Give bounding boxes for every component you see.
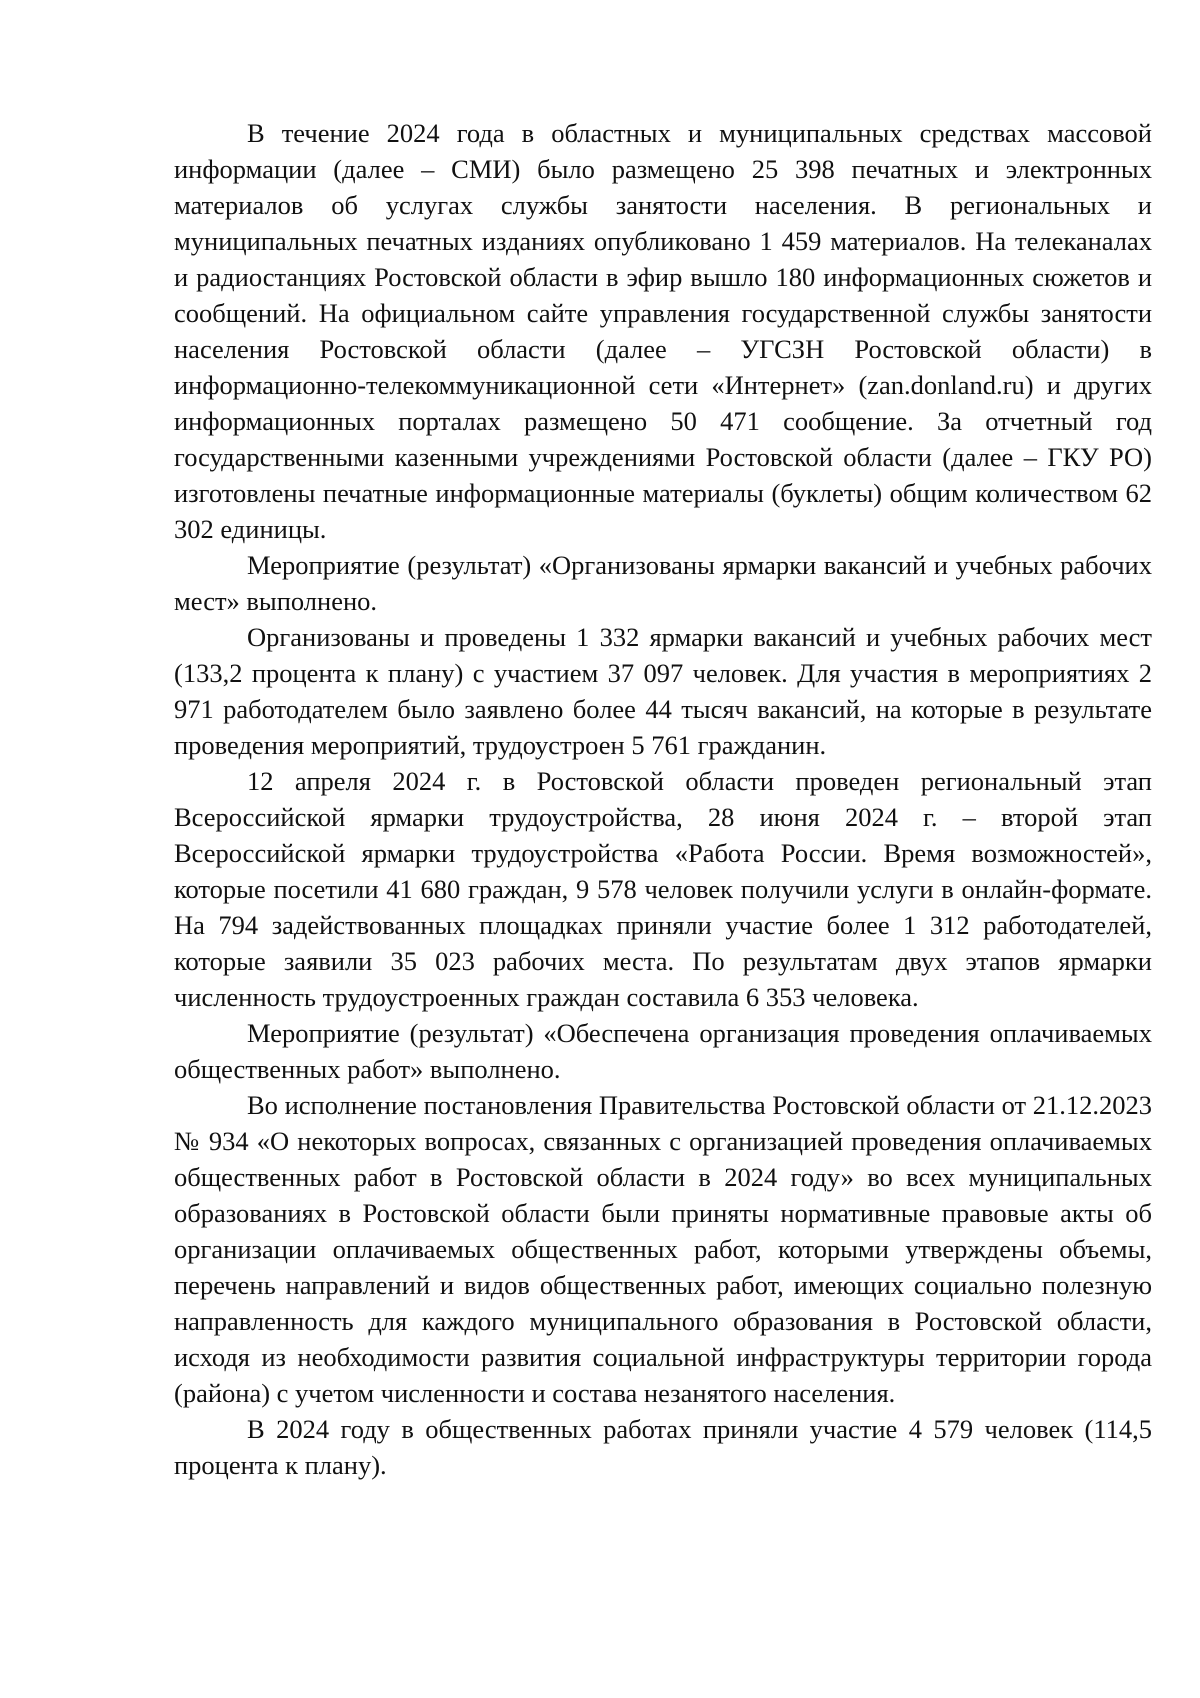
paragraph-job-fairs-stats: Организованы и проведены 1 332 ярмарки вакансий и учебных рабочих мест (133,2 процента к плану) с участием 37 097 человек. Для участия в мероприятиях 2 971 работодателем было заявлено более 44 тысяч вакансий, на которые в результате проведения мероприятий, трудоустроен 5 761 гражданин.: [174, 622, 1152, 760]
paragraph-public-works-participants: В 2024 году в общественных работах приняли участие 4 579 человек (114,5 процента к плану).: [174, 1414, 1152, 1480]
paragraph-public-works-result: Мероприятие (результат) «Обеспечена организация проведения оплачиваемых общественных работ» выполнено.: [174, 1018, 1152, 1084]
paragraph-public-works-decree: Во исполнение постановления Правительства Ростовской области от 21.12.2023 № 934 «О некоторых вопросах, связанных с организацией проведения оплачиваемых общественных работ в Ростовской области в 2024 году» во всех муниципальных образованиях в Ростовской области были приняты нормативные правовые акты об организации оплачиваемых общественных работ, которыми утверждены объемы, перечень направлений и видов общественных работ, имеющих социально полезную направленность для каждого муниципального образования в Ростовской области, исходя из необходимости развития социальной инфраструктуры территории города (района) с учетом численности и состава незанятого населения.: [174, 1090, 1152, 1408]
paragraph-media-materials: В течение 2024 года в областных и муниципальных средствах массовой информации (далее – СМИ) было размещено 25 398 печатных и электронных материалов об услугах службы занятости населения. В региональных и муниципальных печатных изданиях опубликовано 1 459 материалов. На телеканалах и радиостанциях Ростовской области в эфир вышло 180 информационных сюжетов и сообщений. На официальном сайте управления государственной службы занятости населения Ростовской области (далее – УГСЗН Ростовской области) в информационно-телекоммуникационной сети «Интернет» (zan.donland.ru) и других информационных порталах размещено 50 471 сообщение. За отчетный год государственными казенными учреждениями Ростовской области (далее – ГКУ РО) изготовлены печатные информационные материалы (буклеты) общим количеством 62 302 единицы.: [174, 118, 1152, 544]
paragraph-job-fairs-result: Мероприятие (результат) «Организованы ярмарки вакансий и учебных рабочих мест» выполнено.: [174, 550, 1152, 616]
paragraph-all-russian-fair: 12 апреля 2024 г. в Ростовской области проведен региональный этап Всероссийской ярмарки трудоустройства, 28 июня 2024 г. – второй этап Всероссийской ярмарки трудоустройства «Работа России. Время возможностей», которые посетили 41 680 граждан, 9 578 человек получили услуги в онлайн-формате. На 794 задействованных площадках приняли участие более 1 312 работодателей, которые заявили 35 023 рабочих места. По результатам двух этапов ярмарки численность трудоустроенных граждан составила 6 353 человека.: [174, 766, 1152, 1012]
document-body: [174, 115, 1152, 1483]
